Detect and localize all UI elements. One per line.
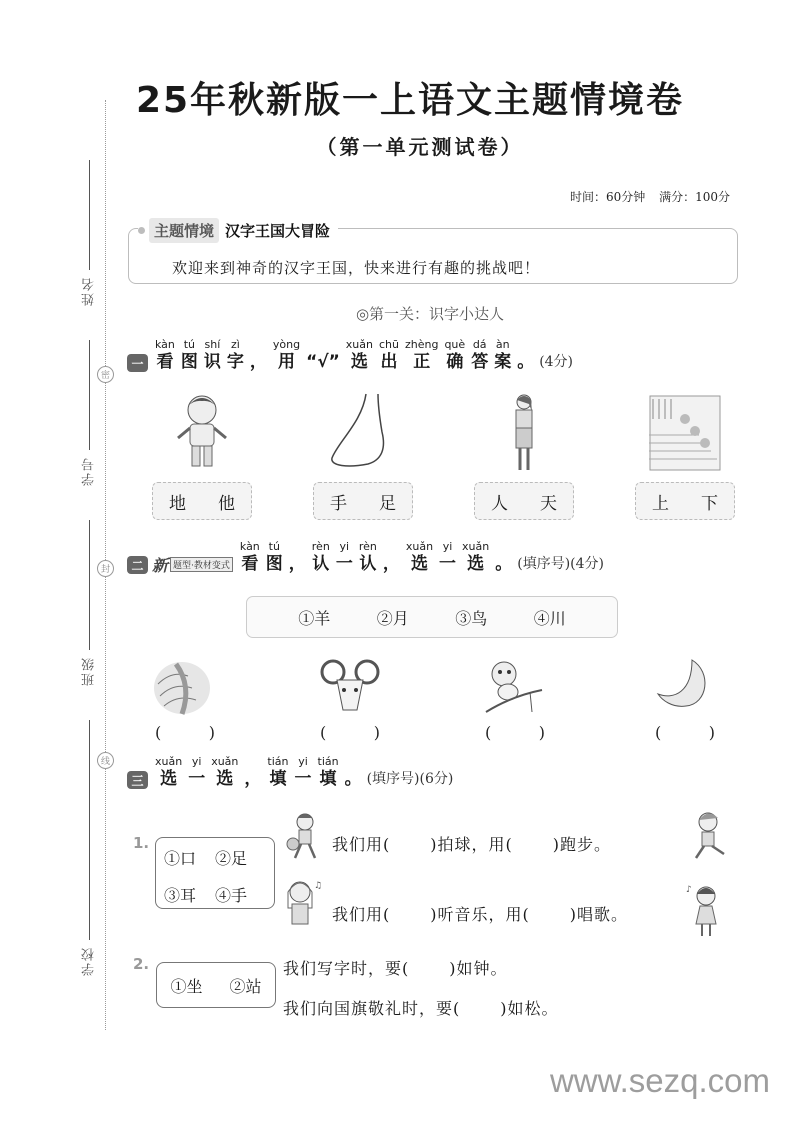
answer-blank[interactable] [485, 723, 545, 742]
q1-item-1 [152, 392, 252, 520]
pinyin: yi [298, 755, 308, 768]
hanzi: 图 [180, 352, 198, 372]
option-item: ④手 [215, 886, 248, 905]
sentence-part: )听音乐，用( [430, 905, 530, 924]
sentence-part: )拍球，用( [430, 835, 513, 854]
question-3-text [152, 755, 365, 789]
question-1-text [152, 338, 537, 372]
ruby-character [244, 755, 261, 789]
hanzi: 填 [269, 769, 287, 789]
choice-box[interactable] [635, 482, 735, 520]
ruby-character [405, 338, 438, 372]
paren-left: ( [655, 723, 662, 742]
ruby-character [318, 755, 339, 789]
pinyin: shí [204, 338, 221, 351]
student-id-label: 学号 [81, 456, 97, 486]
hanzi: ， [288, 554, 306, 574]
choice-box[interactable] [313, 482, 413, 520]
pinyin: xuǎn [462, 540, 490, 553]
option-item: ②站 [229, 976, 262, 996]
student-id-underline [89, 340, 90, 450]
answer-blank[interactable] [155, 723, 215, 742]
hanzi: 看 [241, 554, 259, 574]
paren-left: ( [320, 723, 327, 742]
sentence-part: 我们写字时，要( [283, 959, 410, 978]
ruby-character [240, 540, 260, 574]
boy-icon [152, 392, 252, 474]
seal-mark-mi: 密 [97, 366, 114, 383]
q2-item-1 [150, 655, 220, 742]
pinyin: yòng [272, 338, 301, 351]
hanzi: 正 [413, 352, 431, 372]
ruby-character [462, 540, 489, 574]
q1-item-3 [474, 392, 574, 520]
option-item: ①坐 [170, 976, 203, 996]
hanzi: 一 [294, 769, 312, 789]
school-underline [89, 720, 90, 940]
option-item: ③耳 [164, 886, 197, 905]
paren-right: ) [208, 723, 215, 742]
ruby-character [312, 540, 330, 574]
student-id-field[interactable] [70, 340, 108, 492]
option-char[interactable]: 他 [218, 493, 235, 514]
svg-text:♪: ♪ [686, 885, 692, 895]
river-icon [150, 655, 220, 717]
sentence-part: )如松。 [500, 999, 559, 1018]
ruby-character [211, 755, 238, 789]
question-score: (填序号)(6分) [366, 771, 454, 787]
woman-icon [474, 392, 574, 474]
ruby-character [379, 338, 399, 372]
ruby-character [295, 755, 312, 789]
ruby-character [227, 338, 244, 372]
theme-tag: 主题情境 [149, 218, 219, 243]
option-char[interactable]: 手 [330, 493, 347, 514]
sub1-sentence-1 [332, 832, 611, 855]
option-char[interactable]: 天 [540, 493, 557, 514]
pinyin: tián [267, 755, 289, 768]
hanzi: 确 [446, 352, 464, 372]
paren-left: ( [155, 723, 162, 742]
pinyin: zhèng [404, 338, 439, 351]
ram-icon [315, 655, 385, 717]
answer-blank[interactable] [655, 723, 715, 742]
school-label: 学校 [81, 946, 97, 976]
option-item: ②足 [215, 849, 248, 868]
seal-mark-feng: 封 [97, 560, 114, 577]
class-underline [89, 520, 90, 650]
option-item: ④川 [533, 608, 566, 628]
boy-ball-icon [282, 812, 324, 862]
girl-headphones-icon [282, 878, 324, 930]
hanzi: 答 [471, 352, 489, 372]
ruby-character [359, 540, 377, 574]
hanzi: 认 [359, 554, 377, 574]
option-item: ②月 [376, 608, 409, 628]
hanzi: 。 [517, 352, 535, 372]
pinyin: xuǎn [211, 755, 239, 768]
question-3-heading [127, 755, 453, 789]
hanzi: 。 [495, 554, 513, 574]
question-score: (填序号)(4分) [517, 556, 605, 572]
q2-item-2 [315, 655, 385, 742]
class-field[interactable] [70, 520, 108, 692]
sentence-part: )跑步。 [552, 835, 611, 854]
ruby-character [346, 338, 373, 372]
ruby-character [494, 338, 511, 372]
q2-item-4 [650, 655, 720, 742]
pinyin: zì [230, 338, 240, 351]
hanzi: 出 [380, 352, 398, 372]
ruby-character [204, 338, 221, 372]
sub-question-2-number: 2. [133, 955, 150, 973]
sub2-sentence-1 [283, 956, 508, 979]
question-score: (4分) [539, 354, 574, 370]
paren-left: ( [485, 723, 492, 742]
hanzi: 看 [156, 352, 174, 372]
sentence-part: 我们用( [332, 905, 391, 924]
ruby-character [471, 338, 488, 372]
girl-singing-icon [684, 880, 730, 938]
pinyin: tú [183, 338, 196, 351]
hanzi: 一 [335, 554, 353, 574]
sub-question-1-options [155, 837, 275, 909]
ruby-character [155, 755, 182, 789]
ruby-character [383, 540, 400, 574]
ruby-character [345, 755, 362, 789]
hanzi: 选 [160, 769, 178, 789]
ruby-character [267, 755, 288, 789]
page-title: 25年秋新版一上语文主题情境卷 [135, 80, 685, 121]
question-number-badge: 一 [127, 354, 148, 372]
sentence-part: 我们向国旗敬礼时，要( [283, 999, 461, 1018]
hanzi: 图 [265, 554, 283, 574]
choice-box[interactable] [474, 482, 574, 520]
paren-right: ) [373, 723, 380, 742]
pinyin: kàn [155, 338, 175, 351]
pinyin: rèn [358, 540, 377, 553]
hanzi: 填 [319, 769, 337, 789]
question-2-text [237, 540, 515, 574]
answer-blank[interactable] [320, 723, 380, 742]
question-number-badge: 三 [127, 771, 148, 789]
name-underline [89, 160, 90, 270]
option-char[interactable]: 地 [169, 493, 186, 514]
foot-icon [313, 392, 413, 474]
sub-question-2-options [156, 962, 276, 1008]
level-heading: ◎第一关：识字小达人 [355, 305, 505, 323]
stairs-icon [635, 392, 735, 474]
ruby-character [155, 338, 175, 372]
option-item: ①羊 [298, 608, 331, 628]
hanzi: 字 [226, 352, 244, 372]
ruby-character [181, 338, 198, 372]
pinyin: rèn [311, 540, 330, 553]
hanzi: 认 [312, 554, 330, 574]
ruby-character [336, 540, 353, 574]
name-label: 姓名 [81, 276, 97, 306]
q2-item-3 [480, 655, 550, 742]
hanzi: 选 [410, 554, 428, 574]
seal-mark-xian: 线 [97, 752, 114, 769]
paren-right: ) [708, 723, 715, 742]
ruby-character [250, 338, 267, 372]
hanzi: 选 [467, 554, 485, 574]
running-child-icon [688, 810, 734, 862]
pinyin: xuǎn [345, 338, 373, 351]
paren-right: ) [538, 723, 545, 742]
pinyin: àn [495, 338, 510, 351]
new-type-badge [152, 554, 233, 574]
ruby-character [439, 540, 456, 574]
moon-icon [650, 655, 720, 717]
page-subtitle: （第一单元测试卷） [316, 135, 524, 159]
sub1-sentence-2 [332, 902, 628, 925]
new-badge-sub: 题型·教材变式 [170, 557, 233, 572]
option-char[interactable]: 下 [701, 493, 718, 514]
question-number-badge: 二 [127, 556, 148, 574]
hanzi: 选 [350, 352, 368, 372]
q1-item-4 [635, 392, 735, 520]
pinyin: kàn [239, 540, 260, 553]
hanzi: ， [249, 352, 267, 372]
option-item: ①口 [164, 849, 197, 868]
svg-text:♫: ♫ [314, 881, 323, 891]
question-1-heading [127, 338, 573, 372]
ruby-character [406, 540, 433, 574]
ruby-character [306, 338, 340, 372]
full-score: 满分：100分 [659, 190, 730, 204]
hanzi: 。 [344, 769, 362, 789]
hanzi: 用 [277, 352, 295, 372]
choice-box[interactable] [152, 482, 252, 520]
time-limit: 时间：60分钟 [569, 190, 646, 204]
option-item: ③鸟 [455, 608, 488, 628]
dot-icon [138, 227, 145, 234]
pinyin: què [444, 338, 466, 351]
ruby-character [495, 540, 512, 574]
hanzi: 一 [439, 554, 457, 574]
sentence-part: )如钟。 [449, 959, 508, 978]
pinyin: chū [378, 338, 399, 351]
sentence-part: 我们用( [332, 835, 391, 854]
q2-options-box [246, 596, 618, 638]
ruby-character [289, 540, 306, 574]
pinyin: tú [268, 540, 280, 553]
sub2-sentence-2 [283, 996, 559, 1019]
ruby-character [188, 755, 205, 789]
pinyin: dá [472, 338, 487, 351]
hanzi: ， [244, 769, 262, 789]
theme-text: 欢迎来到神奇的汉字王国，快来进行有趣的挑战吧！ [172, 259, 541, 277]
sub-question-1-number: 1. [133, 834, 150, 852]
pinyin: yi [442, 540, 453, 553]
hanzi: ， [382, 554, 400, 574]
pinyin: tián [317, 755, 339, 768]
option-char[interactable]: 上 [652, 493, 669, 514]
ruby-character [517, 338, 534, 372]
hanzi: 识 [203, 352, 221, 372]
watermark: www.sezq.com [549, 1062, 770, 1099]
hanzi: 选 [216, 769, 234, 789]
question-2-heading [127, 540, 604, 574]
option-char[interactable]: 人 [491, 493, 508, 514]
theme-name: 汉字王国大冒险 [225, 222, 331, 240]
q1-item-2 [313, 392, 413, 520]
hanzi: 一 [188, 769, 206, 789]
theme-header [138, 218, 338, 243]
hanzi: 案 [494, 352, 512, 372]
exam-meta [560, 188, 730, 205]
pinyin: xuǎn [405, 540, 434, 553]
new-badge-label: 新 [152, 555, 169, 575]
option-char[interactable]: 足 [379, 493, 396, 514]
bird-icon [480, 655, 550, 717]
pinyin: yi [191, 755, 202, 768]
name-field[interactable] [70, 160, 108, 312]
ruby-character [266, 540, 283, 574]
pinyin: yi [339, 540, 350, 553]
pinyin: xuǎn [155, 755, 183, 768]
class-label: 班级 [81, 656, 97, 686]
ruby-character [444, 338, 465, 372]
ruby-character [273, 338, 300, 372]
sentence-part: )唱歌。 [569, 905, 628, 924]
hanzi: “√” [306, 352, 340, 372]
